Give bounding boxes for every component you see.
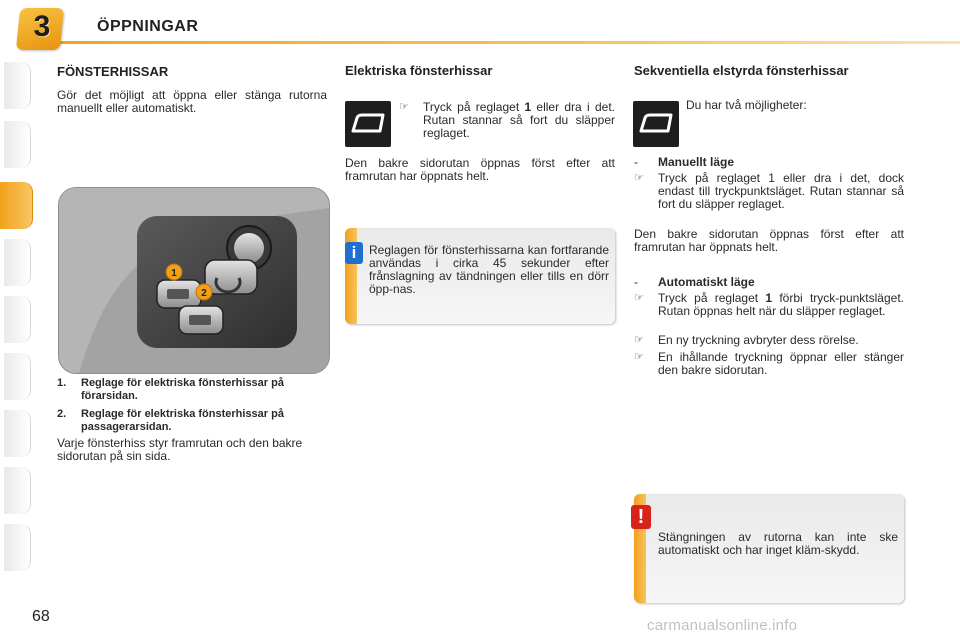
side-tab-6[interactable] xyxy=(4,353,31,400)
chapter-title: ÖPPNINGAR xyxy=(97,18,199,35)
bullet-hand-icon: ☞ xyxy=(634,334,644,346)
side-tab-1[interactable] xyxy=(4,62,31,109)
warning-note-text: Stängningen av rutorna kan inte ske automatiskt och har inget kläm-skydd. xyxy=(658,530,898,557)
manual-bullet xyxy=(634,172,904,228)
middle-bullet xyxy=(399,101,615,143)
middle-para: Den bakre sidorutan öppnas först efter att framrutan har öppnats helt. xyxy=(345,156,615,183)
side-tab-2[interactable] xyxy=(4,121,31,168)
auto-b2-text: En ny tryckning avbryter dess rörelse. xyxy=(658,333,859,347)
info-icon: i xyxy=(345,242,363,264)
middle-heading: Elektriska fönsterhissar xyxy=(345,63,493,78)
list-item-number: 1. xyxy=(57,377,67,389)
auto-b1-pre: Tryck på reglaget xyxy=(658,291,766,305)
bullet-hand-icon: ☞ xyxy=(634,351,644,363)
bullet-text-post: eller dra i det. Rutan stannar så fort du släpper reglaget. xyxy=(423,100,615,140)
list-item-text: Reglage för elektriska fönsterhissar på förarsidan. xyxy=(81,377,284,402)
manual-mode-title: Manuellt läge xyxy=(658,155,735,169)
auto-bullet-3 xyxy=(634,351,904,379)
control-list xyxy=(57,377,329,439)
side-tab-4[interactable] xyxy=(4,239,31,286)
bullet-hand-icon: ☞ xyxy=(399,101,409,113)
manual-para: Den bakre sidorutan öppnas först efter att framrutan har öppnats helt. xyxy=(634,227,904,254)
side-tab-7[interactable] xyxy=(4,410,31,457)
list-item xyxy=(57,408,329,434)
window-switch-icon xyxy=(345,101,391,147)
auto-dash: - xyxy=(634,275,638,289)
auto-mode-title: Automatiskt läge xyxy=(658,275,755,289)
auto-bullet-2 xyxy=(634,334,904,348)
auto-b1-bold: 1 xyxy=(765,291,773,305)
manual-mode-heading xyxy=(634,156,734,169)
page-number: 68 xyxy=(32,608,50,625)
side-tab-8[interactable] xyxy=(4,467,31,514)
side-tab-3-active[interactable] xyxy=(0,182,33,229)
list-item-number: 2. xyxy=(57,408,67,420)
side-tabs xyxy=(0,62,34,578)
bullet-hand-icon: ☞ xyxy=(634,292,644,304)
list-item-text: Reglage för elektriska fönsterhissar på passagerarsidan. xyxy=(81,408,284,433)
window-switch-photo xyxy=(58,187,330,374)
chapter-number: 3 xyxy=(33,10,51,43)
right-heading: Sekventiella elstyrda fönsterhissar xyxy=(634,63,849,78)
list-item xyxy=(57,377,329,403)
watermark: carmanualsonline.info xyxy=(647,617,798,634)
info-note-text: Reglagen för fönsterhissarna kan fortfarande användas i cirka 45 sekunder efter frånslagning av tändningen eller tills en dörr öpp-nas. xyxy=(369,243,609,296)
window-switch-illustration xyxy=(59,188,329,373)
side-tab-9[interactable] xyxy=(4,524,31,571)
bullet-text-bold: 1 xyxy=(524,100,532,114)
left-outro: Varje fönsterhiss styr framrutan och den bakre sidorutan på sin sida. xyxy=(57,436,303,463)
bullet-text-pre: Tryck på reglaget xyxy=(423,100,525,114)
auto-mode-heading xyxy=(634,276,755,289)
auto-b1-post: förbi tryck-punktsläget. Rutan öppnas helt när du släpper reglaget. xyxy=(658,291,904,318)
right-intro: Du har två möjligheter: xyxy=(686,98,807,112)
bullet-hand-icon: ☞ xyxy=(634,172,644,184)
manual-bullet-text: Tryck på reglaget 1 eller dra i det, dock endast till tryckpunktsläget. Rutan stannar så fort du släpper reglaget. xyxy=(658,171,904,211)
auto-bullet-1 xyxy=(634,292,904,334)
auto-b3-text: En ihållande tryckning öppnar eller stänger den bakre sidorutan. xyxy=(658,350,904,377)
manual-dash: - xyxy=(634,155,638,169)
side-tab-5[interactable] xyxy=(4,296,31,343)
photo-label-1: 1 xyxy=(171,268,177,279)
left-intro: Gör det möjligt att öppna eller stänga rutorna manuellt eller automatiskt. xyxy=(57,88,327,115)
header-stripe xyxy=(40,41,960,44)
warning-icon: ! xyxy=(631,505,651,529)
left-heading: FÖNSTERHISSAR xyxy=(57,64,169,79)
photo-label-2: 2 xyxy=(201,288,207,299)
window-switch-icon xyxy=(633,101,679,147)
